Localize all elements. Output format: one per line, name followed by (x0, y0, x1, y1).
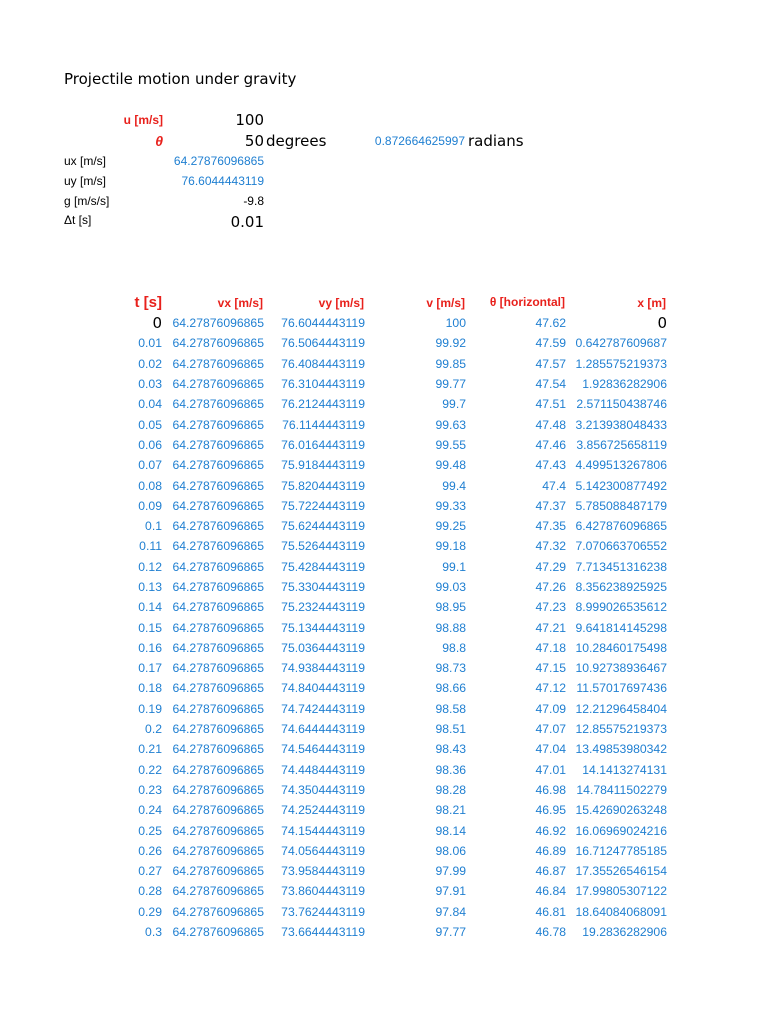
x-cell[interactable]: 17.35526546154 (575, 864, 667, 879)
table-row (0, 516, 667, 536)
table-row (0, 536, 667, 556)
v-cell[interactable]: 99.1 (442, 559, 466, 574)
table-row (0, 394, 667, 414)
u-value-cell[interactable]: 100 (235, 111, 264, 129)
theta-cell[interactable]: 47.46 (535, 437, 566, 452)
theta-cell[interactable]: 47.23 (535, 600, 566, 615)
table-row (0, 699, 667, 719)
v-cell[interactable]: 98.28 (435, 782, 466, 797)
v-cell[interactable]: 97.84 (435, 904, 466, 919)
x-cell[interactable]: 1.285575219373 (575, 356, 667, 371)
vx-cell[interactable]: 64.27876096865 (172, 478, 264, 493)
t-cell[interactable]: 0.19 (138, 701, 162, 716)
t-cell[interactable]: 0.04 (138, 397, 162, 412)
vy-cell[interactable]: 76.5064443119 (281, 336, 365, 351)
vx-cell[interactable]: 64.27876096865 (172, 762, 264, 777)
vx-cell[interactable]: 64.27876096865 (172, 620, 264, 635)
theta-value-cell[interactable]: 50 (244, 132, 264, 150)
t-cell[interactable]: 0.24 (138, 803, 162, 818)
theta-cell[interactable]: 47.26 (535, 580, 566, 594)
x-cell[interactable]: 1.92836282906 (582, 377, 667, 392)
vy-cell[interactable]: 75.8204443119 (281, 478, 365, 493)
theta-cell[interactable]: 47.12 (535, 681, 566, 696)
table-row (0, 739, 667, 759)
dt-label: Δt [s] (64, 213, 92, 227)
theta-cell[interactable]: 47.54 (535, 377, 566, 392)
t-cell[interactable]: 0.18 (138, 681, 162, 696)
t-cell[interactable]: 0.08 (138, 478, 162, 493)
x-cell[interactable]: 5.142300877492 (575, 478, 667, 493)
vx-cell[interactable]: 64.27876096865 (172, 843, 264, 858)
table-row (0, 760, 667, 780)
t-cell[interactable]: 0.05 (138, 417, 162, 432)
table-row (0, 678, 667, 698)
x-cell[interactable]: 15.42690263248 (575, 803, 667, 818)
x-cell[interactable]: 10.92738936467 (575, 661, 667, 676)
vx-cell[interactable]: 64.27876096865 (172, 519, 264, 534)
v-cell[interactable]: 97.77 (435, 925, 466, 940)
theta-cell[interactable]: 47.62 (535, 316, 566, 331)
theta-cell[interactable]: 46.92 (535, 823, 566, 838)
t-cell[interactable]: 0.17 (138, 661, 162, 676)
x-cell[interactable]: 3.213938048433 (575, 417, 667, 432)
vx-cell[interactable]: 64.27876096865 (172, 356, 264, 371)
vx-cell[interactable]: 64.27876096865 (172, 316, 264, 331)
table-row (0, 902, 667, 922)
x-cell[interactable]: 8.356238925925 (575, 580, 667, 594)
vy-cell[interactable]: 74.2524443119 (281, 803, 365, 818)
t-cell[interactable]: 0.14 (138, 600, 162, 615)
vy-cell[interactable]: 76.1144443119 (282, 417, 365, 432)
vy-cell[interactable]: 75.3304443119 (281, 580, 365, 594)
table-row (0, 313, 667, 333)
theta-cell[interactable]: 47.37 (535, 498, 566, 513)
vx-cell[interactable]: 64.27876096865 (172, 600, 264, 615)
v-cell[interactable]: 99.92 (435, 336, 466, 351)
t-cell[interactable]: 0.27 (138, 864, 162, 879)
vy-cell[interactable]: 74.7424443119 (281, 701, 365, 716)
theta-cell[interactable]: 46.95 (535, 803, 566, 818)
v-cell[interactable]: 99.85 (435, 356, 466, 371)
vx-cell[interactable]: 64.27876096865 (172, 336, 264, 351)
vy-cell[interactable]: 76.2124443119 (281, 397, 365, 412)
t-cell[interactable]: 0.26 (138, 843, 162, 858)
table-row (0, 638, 667, 658)
g-label: g [m/s/s] (64, 194, 110, 208)
header-vx: vx [m/s] (217, 296, 263, 310)
vx-cell[interactable]: 64.27876096865 (172, 681, 264, 696)
vy-cell[interactable]: 75.4284443119 (281, 559, 365, 574)
theta-cell[interactable]: 47.18 (535, 640, 566, 655)
x-cell[interactable]: 7.070663706552 (575, 539, 667, 554)
vx-cell[interactable]: 64.27876096865 (172, 559, 264, 574)
x-cell[interactable]: 14.78411502279 (576, 782, 667, 797)
x-cell[interactable]: 13.49853980342 (575, 742, 667, 757)
theta-cell[interactable]: 47.09 (535, 701, 566, 716)
vy-cell[interactable]: 75.9184443119 (281, 458, 365, 473)
vy-cell[interactable]: 73.7624443119 (281, 904, 365, 919)
vy-cell[interactable]: 73.8604443119 (281, 884, 365, 899)
v-cell[interactable]: 98.43 (435, 742, 466, 757)
table-row (0, 414, 667, 434)
v-cell[interactable]: 99.55 (435, 437, 466, 452)
v-cell[interactable]: 99.33 (435, 498, 466, 513)
vy-cell[interactable]: 74.4484443119 (281, 762, 365, 777)
vx-cell[interactable]: 64.27876096865 (172, 640, 264, 655)
t-cell[interactable]: 0.15 (138, 620, 162, 635)
vy-cell[interactable]: 74.9384443119 (281, 661, 365, 676)
table-row (0, 881, 667, 901)
theta-cell[interactable]: 46.89 (535, 843, 566, 858)
v-cell[interactable]: 99.03 (435, 580, 466, 594)
t-cell[interactable]: 0.3 (145, 925, 162, 940)
x-cell[interactable]: 12.85575219373 (575, 722, 667, 737)
x-cell[interactable]: 7.713451316238 (575, 559, 667, 574)
theta-radians-cell[interactable]: 0.872664625997 (374, 134, 465, 148)
t-cell[interactable]: 0.06 (138, 437, 162, 452)
theta-cell[interactable]: 47.4 (542, 478, 566, 493)
theta-cell[interactable]: 47.57 (535, 356, 566, 371)
v-cell[interactable]: 97.91 (435, 884, 466, 899)
table-row (0, 800, 667, 820)
vx-cell[interactable]: 64.27876096865 (172, 823, 264, 838)
uy-label: uy [m/s] (64, 174, 107, 188)
theta-cell[interactable]: 47.01 (535, 762, 566, 777)
t-cell[interactable]: 0 (152, 314, 162, 333)
v-cell[interactable]: 99.7 (442, 397, 466, 412)
vy-cell[interactable]: 75.5264443119 (281, 539, 365, 554)
u-label: u [m/s] (123, 113, 163, 127)
vy-cell[interactable]: 76.3104443119 (281, 377, 365, 392)
v-cell[interactable]: 98.06 (435, 843, 466, 858)
theta-cell[interactable]: 46.78 (535, 925, 566, 940)
x-cell[interactable]: 16.71247785185 (575, 843, 667, 858)
t-cell[interactable]: 0.11 (139, 539, 162, 554)
table-row (0, 617, 667, 637)
results-table (0, 313, 667, 942)
vx-cell[interactable]: 64.27876096865 (172, 884, 264, 899)
t-cell[interactable]: 0.16 (138, 640, 162, 655)
g-value-cell[interactable]: -9.8 (243, 194, 264, 208)
theta-cell[interactable]: 47.07 (535, 722, 566, 737)
t-cell[interactable]: 0.28 (138, 884, 162, 899)
header-v: v [m/s] (426, 296, 465, 310)
x-cell[interactable]: 14.1413274131 (582, 762, 667, 777)
table-row (0, 861, 667, 881)
v-cell[interactable]: 97.99 (435, 864, 466, 879)
vy-cell[interactable]: 75.2324443119 (281, 600, 365, 615)
vx-cell[interactable]: 64.27876096865 (172, 498, 264, 513)
table-row (0, 557, 667, 577)
vy-cell[interactable]: 73.6644443119 (281, 925, 365, 940)
t-cell[interactable]: 0.2 (145, 722, 162, 737)
theta-label: θ (155, 133, 163, 149)
v-cell[interactable]: 100 (445, 316, 466, 331)
v-cell[interactable]: 98.21 (435, 803, 466, 818)
table-row (0, 597, 667, 617)
x-cell[interactable]: 17.99805307122 (575, 884, 667, 899)
x-cell[interactable]: 9.641814145298 (575, 620, 667, 635)
vx-cell[interactable]: 64.27876096865 (172, 417, 264, 432)
v-cell[interactable]: 98.73 (435, 661, 466, 676)
theta-cell[interactable]: 47.15 (535, 661, 566, 676)
t-cell[interactable]: 0.07 (138, 458, 162, 473)
x-cell[interactable]: 8.999026535612 (575, 600, 667, 615)
t-cell[interactable]: 0.13 (138, 580, 162, 594)
header-x: x [m] (637, 296, 666, 310)
v-cell[interactable]: 98.66 (435, 681, 466, 696)
vy-cell[interactable]: 74.8404443119 (281, 681, 365, 696)
t-cell[interactable]: 0.02 (138, 356, 162, 371)
t-cell[interactable]: 0.1 (145, 519, 162, 534)
x-cell[interactable]: 2.571150438746 (576, 397, 667, 412)
theta-cell[interactable]: 47.21 (535, 620, 566, 635)
x-cell[interactable]: 10.28460175498 (575, 640, 667, 655)
t-cell[interactable]: 0.29 (138, 904, 162, 919)
vy-cell[interactable]: 75.7224443119 (281, 498, 365, 513)
t-cell[interactable]: 0.03 (138, 377, 162, 392)
v-cell[interactable]: 98.95 (435, 600, 466, 615)
vx-cell[interactable]: 64.27876096865 (172, 580, 264, 594)
v-cell[interactable]: 98.8 (442, 640, 466, 655)
x-cell[interactable]: 5.785088487179 (575, 498, 667, 513)
vy-cell[interactable]: 74.5464443119 (281, 742, 365, 757)
t-cell[interactable]: 0.25 (138, 823, 162, 838)
v-cell[interactable]: 99.48 (435, 458, 466, 473)
t-cell[interactable]: 0.23 (138, 782, 162, 797)
x-cell[interactable]: 0.642787609687 (575, 336, 667, 351)
vx-cell[interactable]: 64.27876096865 (172, 925, 264, 940)
vx-cell[interactable]: 64.27876096865 (172, 397, 264, 412)
x-cell[interactable]: 16.06969024216 (575, 823, 667, 838)
vx-cell[interactable]: 64.27876096865 (172, 701, 264, 716)
theta-unit: degrees (266, 132, 327, 150)
header-vy: vy [m/s] (318, 296, 364, 310)
vy-cell[interactable]: 74.6444443119 (281, 722, 365, 737)
v-cell[interactable]: 98.88 (435, 620, 466, 635)
table-row (0, 658, 667, 678)
vx-cell[interactable]: 64.27876096865 (172, 377, 264, 392)
radians-unit: radians (468, 132, 524, 150)
x-cell[interactable]: 18.64084068091 (575, 904, 667, 919)
uy-value-cell[interactable]: 76.6044443119 (181, 174, 264, 188)
t-cell[interactable]: 0.12 (138, 559, 162, 574)
x-cell[interactable]: 4.499513267806 (575, 458, 667, 473)
theta-cell[interactable]: 47.48 (535, 417, 566, 432)
v-cell[interactable]: 99.18 (435, 539, 466, 554)
t-cell[interactable]: 0.01 (138, 336, 162, 351)
v-cell[interactable]: 99.63 (435, 417, 466, 432)
dt-value-cell[interactable]: 0.01 (230, 213, 264, 231)
x-cell[interactable]: 6.427876096865 (575, 519, 667, 534)
vx-cell[interactable]: 64.27876096865 (172, 661, 264, 676)
theta-cell[interactable]: 47.04 (535, 742, 566, 757)
x-cell[interactable]: 0 (657, 314, 667, 333)
table-row (0, 475, 667, 495)
theta-cell[interactable]: 46.87 (535, 864, 566, 879)
vx-cell[interactable]: 64.27876096865 (172, 458, 264, 473)
vx-cell[interactable]: 64.27876096865 (172, 803, 264, 818)
vy-cell[interactable]: 74.1544443119 (281, 823, 365, 838)
v-cell[interactable]: 99.4 (442, 478, 466, 493)
table-row (0, 922, 667, 942)
v-cell[interactable]: 98.58 (435, 701, 466, 716)
vy-cell[interactable]: 76.6044443119 (281, 316, 365, 331)
vy-cell[interactable]: 74.0564443119 (281, 843, 365, 858)
x-cell[interactable]: 3.856725658119 (576, 437, 667, 452)
t-cell[interactable]: 0.21 (138, 742, 162, 757)
table-row (0, 820, 667, 840)
t-cell[interactable]: 0.09 (138, 498, 162, 513)
vy-cell[interactable]: 74.3504443119 (281, 782, 365, 797)
table-row (0, 455, 667, 475)
theta-cell[interactable]: 46.98 (535, 782, 566, 797)
theta-cell[interactable]: 47.51 (535, 397, 566, 412)
x-cell[interactable]: 19.2836282906 (582, 925, 667, 940)
table-row (0, 780, 667, 800)
table-row (0, 841, 667, 861)
theta-cell[interactable]: 47.29 (535, 559, 566, 574)
vx-cell[interactable]: 64.27876096865 (172, 539, 264, 554)
v-cell[interactable]: 99.25 (435, 519, 466, 534)
ux-value-cell[interactable]: 64.27876096865 (173, 154, 264, 168)
theta-cell[interactable]: 46.81 (535, 904, 566, 919)
vy-cell[interactable]: 76.4084443119 (281, 356, 365, 371)
table-row (0, 374, 667, 394)
table-row (0, 354, 667, 374)
table-row (0, 496, 667, 516)
theta-cell[interactable]: 47.32 (535, 539, 566, 554)
v-cell[interactable]: 98.14 (435, 823, 466, 838)
table-row (0, 435, 667, 455)
v-cell[interactable]: 99.77 (435, 377, 466, 392)
x-cell[interactable]: 12.21296458404 (575, 701, 667, 716)
vy-cell[interactable]: 76.0164443119 (281, 437, 365, 452)
vx-cell[interactable]: 64.27876096865 (172, 904, 264, 919)
v-cell[interactable]: 98.51 (435, 722, 466, 737)
table-row (0, 577, 667, 597)
theta-cell[interactable]: 47.35 (535, 519, 566, 534)
theta-cell[interactable]: 47.59 (535, 336, 566, 351)
table-row (0, 719, 667, 739)
theta-cell[interactable]: 46.84 (535, 884, 566, 899)
vy-cell[interactable]: 75.0364443119 (281, 640, 365, 655)
x-cell[interactable]: 11.57017697436 (576, 681, 667, 696)
vx-cell[interactable]: 64.27876096865 (172, 437, 264, 452)
t-cell[interactable]: 0.22 (138, 762, 162, 777)
vx-cell[interactable]: 64.27876096865 (172, 722, 264, 737)
vx-cell[interactable]: 64.27876096865 (172, 782, 264, 797)
sheet-title: Projectile motion under gravity (64, 70, 297, 88)
theta-cell[interactable]: 47.43 (535, 458, 566, 473)
v-cell[interactable]: 98.36 (435, 762, 466, 777)
ux-label: ux [m/s] (64, 154, 107, 168)
vy-cell[interactable]: 75.6244443119 (281, 519, 365, 534)
header-theta-horizontal: θ [horizontal] (489, 295, 565, 309)
vy-cell[interactable]: 73.9584443119 (281, 864, 365, 879)
vx-cell[interactable]: 64.27876096865 (172, 742, 264, 757)
vy-cell[interactable]: 75.1344443119 (281, 620, 365, 635)
header-t: t [s] (134, 294, 162, 311)
vx-cell[interactable]: 64.27876096865 (172, 864, 264, 879)
table-row (0, 333, 667, 353)
